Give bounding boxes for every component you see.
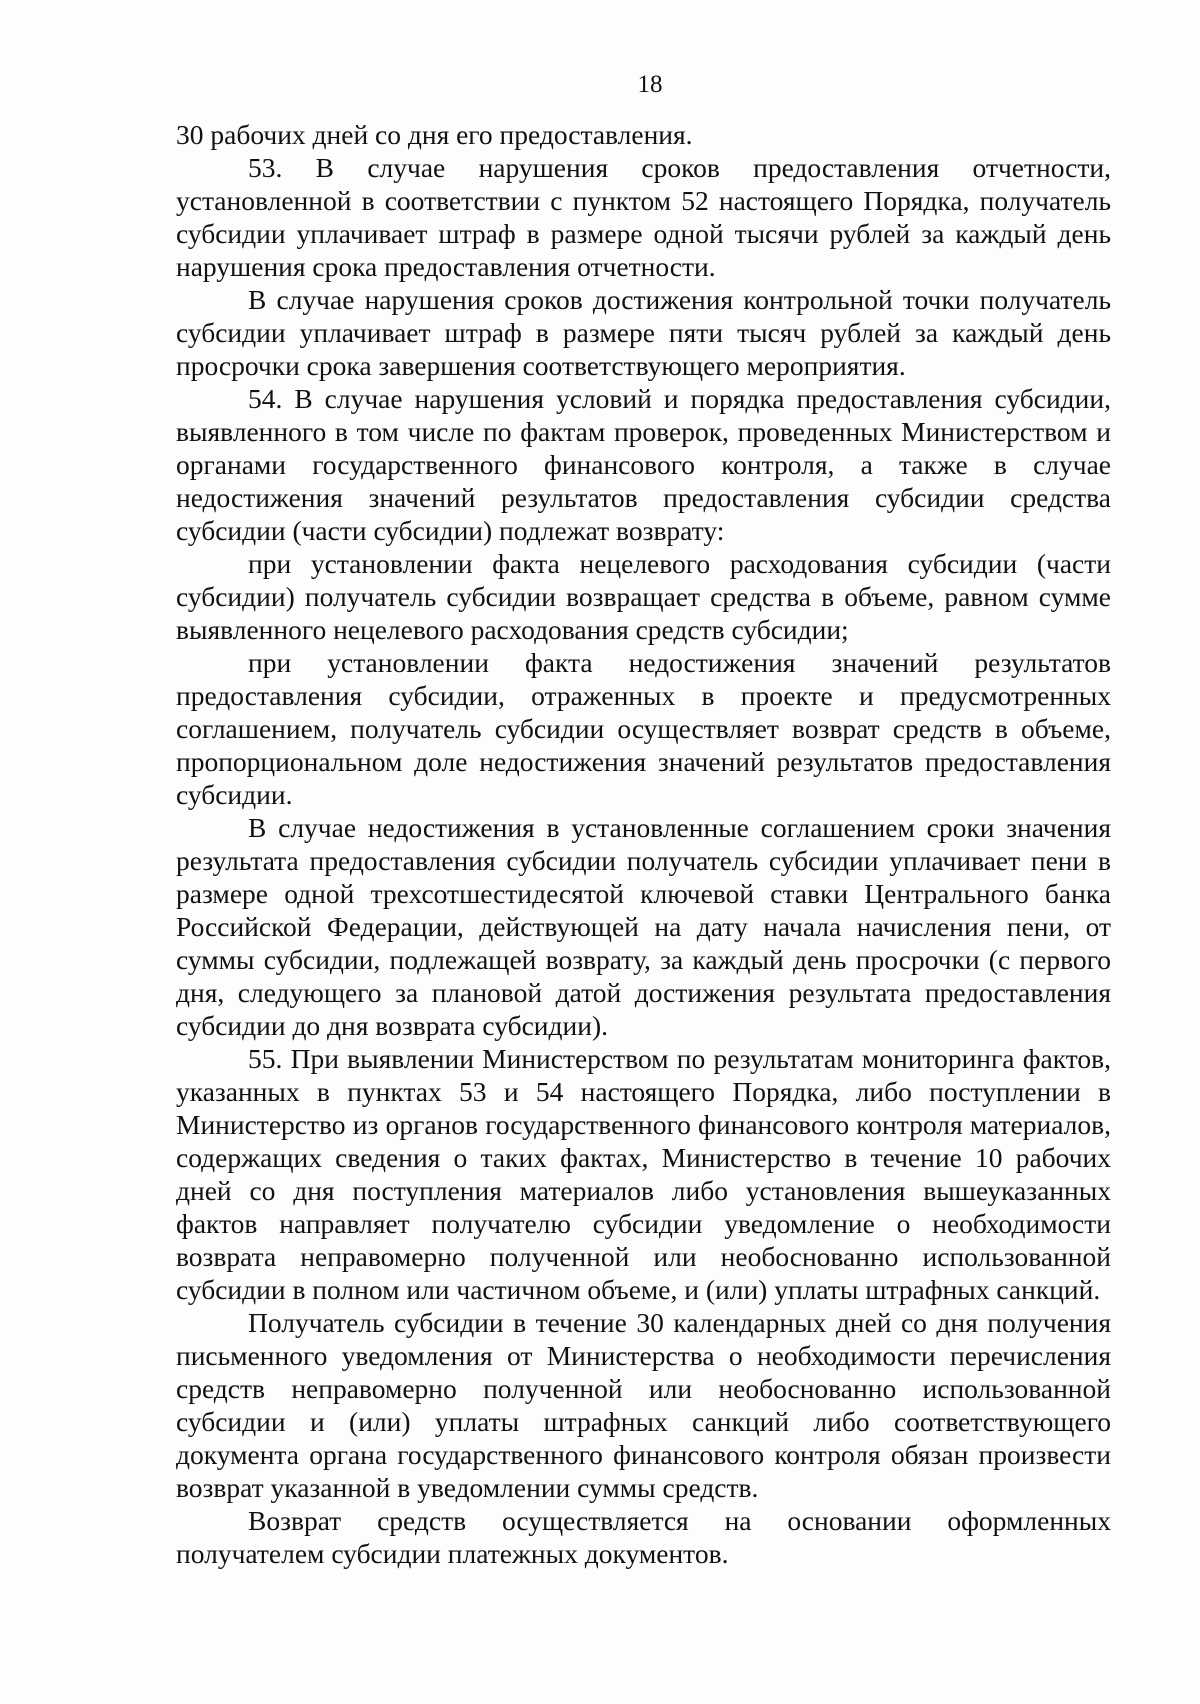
paragraph-misuse-refund: при установлении факта нецелевого расходования субсидии (части субсидии) получатель субсидии возвращает средства в объеме, равном сумме выявленного нецелевого расходования средств субсидии; (176, 548, 1111, 645)
paragraph-54-refund-conditions: 54. В случае нарушения условий и порядка предоставления субсидии, выявленного в том числе по фактам проверок, проведенных Министерством и органами государственного финансового контроля, а также в случае недостижения значений результатов предоставления субсидии средства субсидии (части субсидии) подлежат возврату: (176, 383, 1111, 546)
paragraph-control-point-penalty: В случае нарушения сроков достижения контрольной точки получатель субсидии уплачивает штраф в размере пяти тысяч рублей за каждый день просрочки срока завершения соответствующего мероприятия. (176, 284, 1111, 381)
paragraph-55-notification: 55. При выявлении Министерством по результатам мониторинга фактов, указанных в пунктах 53 и 54 настоящего Порядка, либо поступлении в Министерство из органов государственного финансового контроля материалов, содержащих сведения о таких фактах, Министерство в течение 10 рабочих дней со дня поступления материалов либо установления вышеуказанных фактов направляет получателю субсидии уведомление о необходимости возврата неправомерно полученной или необоснованно использованной субсидии в полном или частичном объеме, и (или) уплаты штрафных санкций. (176, 1043, 1111, 1305)
paragraph-underachievement-refund: при установлении факта недостижения значений результатов предоставления субсидии, отраженных в проекте и предусмотренных соглашением, получатель субсидии осуществляет возврат средств в объеме, пропорциональном доле недостижения значений результатов предоставления субсидии. (176, 647, 1111, 810)
page-number: 18 (637, 71, 663, 98)
document-body (176, 118, 1111, 1570)
paragraph-refund-deadline: Получатель субсидии в течение 30 календарных дней со дня получения письменного уведомления от Министерства о необходимости перечисления средств неправомерно полученной или необоснованно использованной субсидии и (или) уплаты штрафных санкций либо соответствующего документа органа государственного финансового контроля обязан произвести возврат указанной в уведомлении суммы средств. (176, 1307, 1111, 1503)
paragraph-late-penalty-interest: В случае недостижения в установленные соглашением сроки значения результата предоставления субсидии получатель субсидии уплачивает пени в размере одной трехсотшестидесятой ключевой ставки Центрального банка Российской Федерации, действующей на дату начала начисления пени, от суммы субсидии, подлежащей возврату, за каждый день просрочки (с первого дня, следующего за плановой датой достижения результата предоставления субсидии до дня возврата субсидии). (176, 812, 1111, 1041)
paragraph-refund-basis: Возврат средств осуществляется на основании оформленных получателем субсидии платежных документов. (176, 1505, 1111, 1569)
paragraph-53-reporting-penalty: 53. В случае нарушения сроков предоставления отчетности, установленной в соответствии с пунктом 52 настоящего Порядка, получатель субсидии уплачивает штраф в размере одной тысячи рублей за каждый день нарушения срока предоставления отчетности. (176, 152, 1111, 282)
paragraph-continuation: 30 рабочих дней со дня его предоставления. (176, 119, 693, 150)
